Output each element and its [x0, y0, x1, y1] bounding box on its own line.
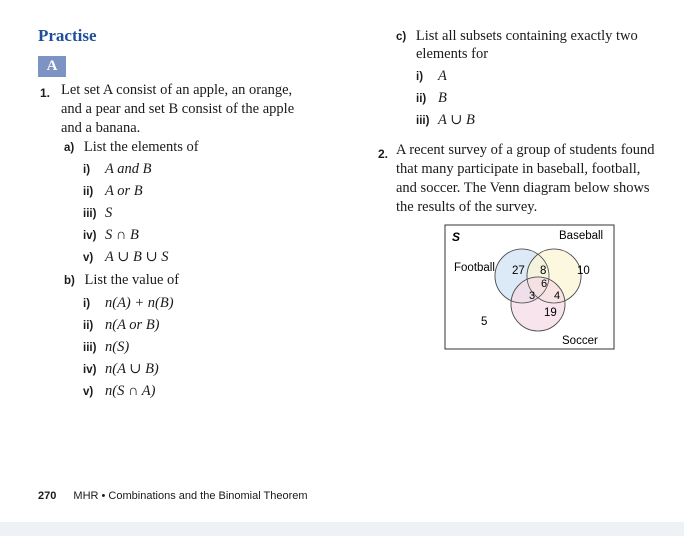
item-label: ii): [83, 320, 94, 332]
q1-stem-line3: and a banana.: [61, 120, 141, 136]
q1c-header: [396, 27, 638, 46]
q1b-item-4: [83, 360, 159, 379]
q2-stem: [396, 141, 655, 217]
q1b-header: [64, 271, 179, 290]
q1b-item-1: [83, 294, 174, 313]
page-number: 270: [38, 490, 57, 502]
q1c-text-line2: elements for: [416, 46, 489, 62]
item-text: A or B: [105, 183, 143, 199]
venn-all-three: 6: [541, 278, 548, 290]
venn-soccer-only: 19: [544, 307, 557, 319]
venn-soccer-label: Soccer: [562, 335, 598, 347]
item-text: A: [438, 68, 447, 84]
q1-stem-line1: Let set A consist of an apple, an orange,: [61, 82, 293, 98]
venn-outside: 5: [481, 316, 488, 328]
q1c-item-1: [416, 67, 447, 86]
item-label: iii): [416, 115, 430, 127]
q1b-item-3: [83, 338, 129, 357]
item-label: i): [83, 164, 91, 176]
q2-line4: the results of the survey.: [396, 199, 538, 215]
item-text: S: [105, 205, 113, 221]
q1a-text: List the elements of: [83, 139, 199, 155]
q1-stem: [61, 81, 294, 138]
q1b-item-2: [83, 316, 160, 335]
q2-line2: that many participate in baseball, football,: [396, 161, 641, 177]
venn-universe-label: S: [452, 230, 461, 244]
venn-football-soccer: 3: [529, 290, 536, 302]
q1-number: 1.: [40, 86, 51, 100]
q1b-text: List the value of: [84, 272, 180, 288]
venn-football-baseball: 8: [540, 265, 547, 277]
section-badge: A: [38, 56, 66, 77]
item-text: n(S ∩ A): [105, 383, 156, 399]
item-label: i): [83, 298, 91, 310]
venn-football-only: 27: [512, 265, 525, 277]
q1a-item-5: [83, 248, 169, 267]
venn-diagram: [444, 224, 616, 352]
item-text: A ∪ B ∪ S: [105, 249, 169, 265]
venn-football-label: Football: [454, 262, 495, 274]
q1c-text-line1: List all subsets containing exactly two: [415, 28, 638, 44]
q1a-header: [64, 138, 199, 157]
item-text: n(A or B): [105, 317, 160, 333]
section-title: Practise: [38, 26, 97, 45]
item-text: A and B: [105, 161, 152, 177]
q1b-item-5: [83, 382, 155, 401]
page-footer: [38, 490, 308, 502]
venn-baseball-only: 10: [577, 265, 590, 277]
q1c-label: c): [396, 31, 407, 43]
q1a-item-4: [83, 226, 139, 245]
q2-line1: A recent survey of a group of students found: [396, 142, 655, 158]
q1-stem-line2: and a pear and set B consist of the apple: [61, 101, 295, 117]
venn-baseball-soccer: 4: [554, 290, 561, 302]
item-label: ii): [83, 186, 94, 198]
q1a-item-3: [83, 204, 112, 223]
item-label: ii): [416, 93, 427, 105]
q1a-label: a): [64, 142, 75, 154]
q1a-item-2: [83, 182, 143, 201]
footer-text: MHR • Combinations and the Binomial Theorem: [73, 490, 308, 502]
q1a-item-1: [83, 160, 151, 179]
q2-line3: and soccer. The Venn diagram below shows: [396, 180, 650, 196]
item-text: B: [438, 90, 447, 106]
q1c-item-2: [416, 89, 447, 108]
item-text: S ∩ B: [105, 227, 139, 243]
q1b-label: b): [64, 275, 75, 287]
item-label: v): [83, 252, 94, 264]
item-text: n(A ∪ B): [105, 361, 159, 377]
venn-baseball-label: Baseball: [559, 230, 604, 242]
item-label: iv): [83, 364, 97, 376]
item-label: i): [416, 71, 424, 83]
item-label: iv): [83, 230, 97, 242]
item-label: iii): [83, 208, 97, 220]
q1c-item-3: [416, 111, 475, 130]
item-text: n(A) + n(B): [105, 295, 174, 311]
item-label: iii): [83, 342, 97, 354]
item-text: A ∪ B: [438, 112, 475, 128]
item-text: n(S): [105, 339, 130, 355]
q2-number: 2.: [378, 147, 389, 161]
bottom-strip: [0, 522, 684, 536]
item-label: v): [83, 386, 94, 398]
